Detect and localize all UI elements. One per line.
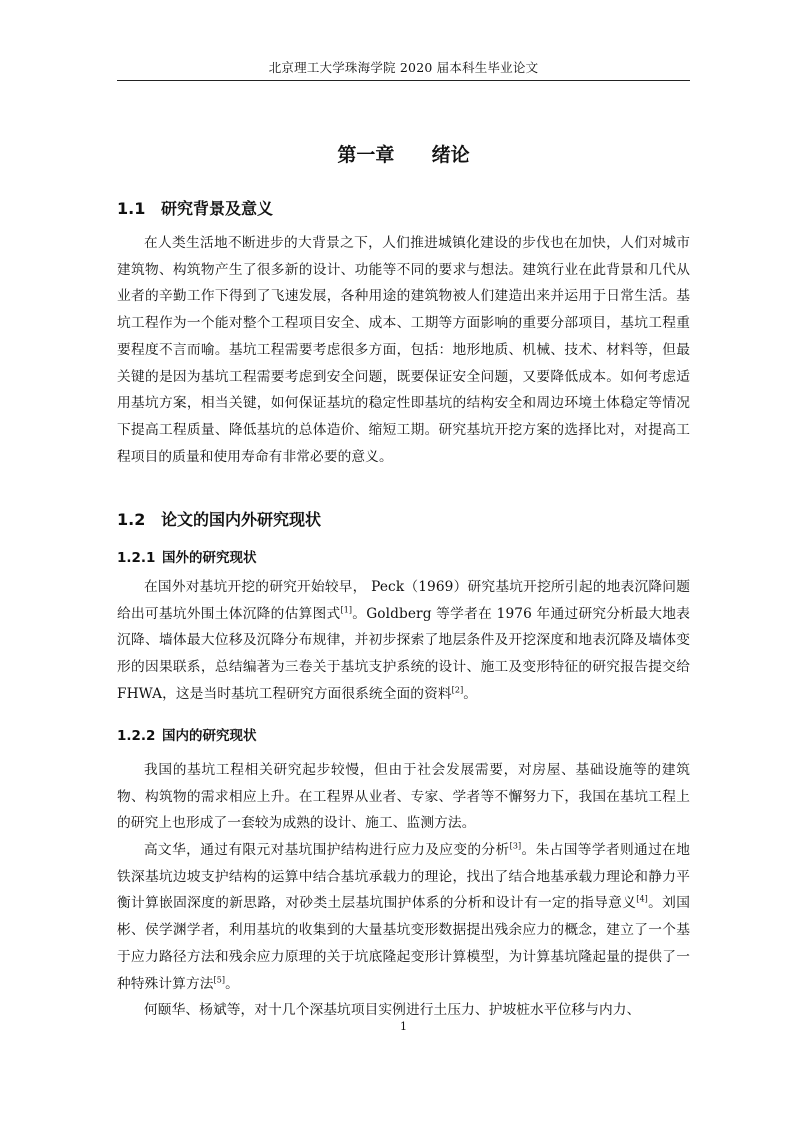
subsection-heading-1-2-1 [117,546,690,566]
citation-ref[interactable]: [3] [509,841,522,851]
running-header: 北京理工大学珠海学院 2020 届本科生毕业论文 [268,60,539,75]
section-number: 1.1 [117,199,146,218]
subsection-number: 1.2.1 [117,550,156,566]
text-run: 高文华，通过有限元对基坑围护结构进行应力及应变的分析 [144,842,510,858]
paragraph-domestic-research: 我国的基坑工程相关研究起步较慢，但由于社会发展需要，对房屋、基础设施等的建筑物、构筑物的需求相应上升。在工程界从业者、专家、学者等不懈努力下，我国在基坑工程上的研究上也形成了一套较为成熟的设计、施工、监测方法。 [117,762,690,832]
citation-ref[interactable]: [5] [213,974,226,984]
section-title: 研究背景及意义 [161,199,274,218]
citation-ref[interactable]: [4] [636,894,648,904]
section-number: 1.2 [117,510,146,529]
subsection-title: 国外的研究现状 [162,550,257,566]
chapter-title: 第一章 绪论 [337,144,470,166]
paragraph-gao-wenhua [117,837,690,997]
text-run: 。 [463,685,478,702]
section-title: 论文的国内外研究现状 [161,510,322,529]
header-rule [117,80,690,81]
page-number: 1 [400,1020,407,1033]
section-heading-1-1 [117,196,690,219]
text-run: 。Goldberg 等学者在 1976 年通过研究分析最大地表沉降、墙体最大位移及沉降分布规律，并初步探索了地层条件及开挖深度和地表沉降及墙体变形的因果联系，总结编著为三卷关于基坑支护系统的设计、施工及变形特征的研究报告提交给 FHWA，这是当时基坑工程研究方面很系统全面的资料 [117,605,691,702]
citation-ref[interactable]: [1] [340,605,353,615]
paragraph-he-yihua: 何颐华、杨斌等，对十几个深基坑项目实例进行土压力、护坡桩水平位移与内力、 [144,1002,641,1018]
text-run: 。刘国彬、侯学渊学者，利用基坑的收集到的大量基坑变形数据提出残余应力的概念，建立了一个基于应力路径方法和残余应力原理的关于坑底隆起变形计算模型，为计算基坑隆起量的提供了一种特殊计算方法 [117,895,690,992]
paragraph-foreign-research [117,574,690,708]
paragraph-background: 在人类生活地不断进步的大背景之下，人们推进城镇化建设的步伐也在加快，人们对城市建筑物、构筑物产生了很多新的设计、功能等不同的要求与想法。建筑行业在此背景和几代从业者的辛勤工作下得到了飞速发展，各种用途的建筑物被人们建造出来并运用于日常生活。基坑工程作为一个能对整个工程项目安全、成本、工期等方面影响的重要分部项目，基坑工程重要程度不言而喻。基坑工程需要考虑很多方面，包括：地形地质、机械、技术、材料等，但最关键的是因为基坑工程需要考虑到安全问题，既要保证安全问题，又要降低成本。如何考虑适用基坑方案，相当关键，如何保证基坑的稳定性即基坑的结构安全和周边环境土体稳定等情况下提高工程质量、降低基坑的总体造价、缩短工期。研究基坑开挖方案的选择比对，对提高工程项目的质量和使用寿命有非常必要的意义。 [117,235,690,465]
subsection-heading-1-2-2 [117,724,690,744]
citation-ref[interactable]: [2] [451,685,464,695]
text-run: 。 [225,975,239,992]
subsection-title: 国内的研究现状 [162,728,257,744]
text-run: 。朱占国等学者则通过在地铁深基坑边坡支护结构的运算中结合基坑承载力的理论，找出了结合地基承载力理论和静力平衡计算嵌固深度的新思路，对砂类土层基坑围护体系的分析和设计有一定的指导意义 [117,842,690,912]
text-run: 在国外对基坑开挖的研究开始较早， Peck（1969）研究基坑开挖所引起的地表沉降问题给出可基坑外围土体沉降的估算图式 [117,579,690,622]
subsection-number: 1.2.2 [117,728,156,744]
section-heading-1-2 [117,507,690,530]
